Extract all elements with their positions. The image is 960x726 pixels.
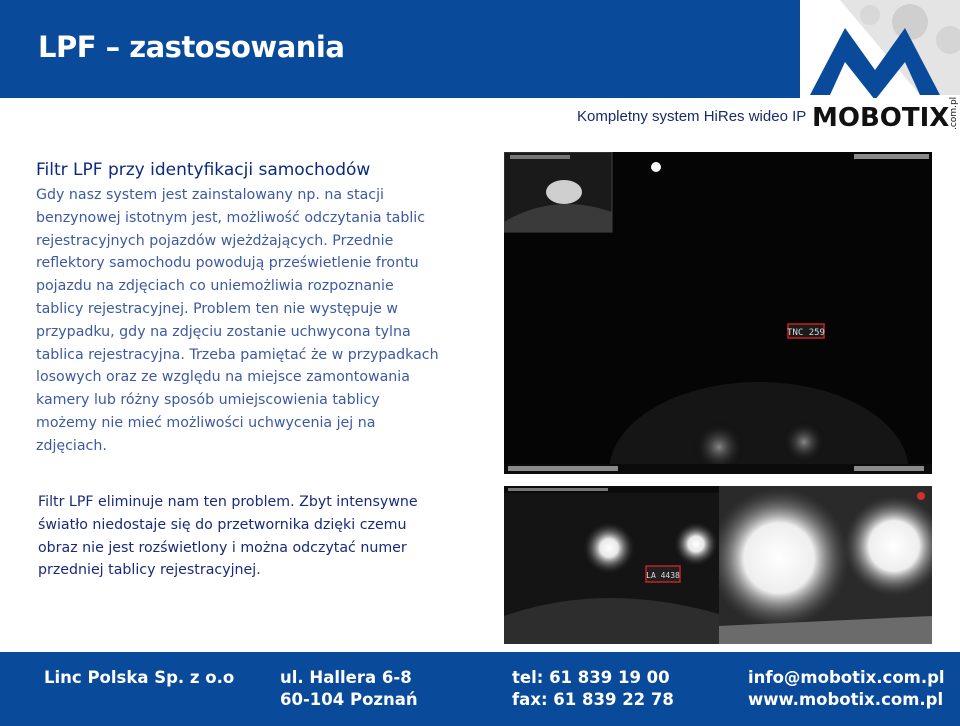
camera-photo-rear-plate	[504, 152, 932, 474]
footer-website[interactable]: www.mobotix.com.pl	[748, 690, 944, 709]
mobotix-logo	[800, 0, 960, 135]
paragraph-problem	[36, 184, 481, 458]
footer-email[interactable]: info@mobotix.com.pl	[748, 668, 945, 687]
slide-title: LPF – zastosowania	[38, 30, 345, 64]
text-line: pojazdu na zdjęciach co uniemożliwia rozpoznanie	[36, 278, 394, 295]
paragraph-solution	[38, 491, 488, 582]
section-heading: Filtr LPF przy identyfikacji samochodów	[36, 160, 371, 180]
text-line: kamery lub różny sposób umiejscowienia tablicy	[36, 392, 380, 409]
footer-fax: fax: 61 839 22 78	[512, 690, 674, 709]
text-line: Filtr LPF eliminuje nam ten problem. Zbyt intensywne	[38, 494, 418, 510]
text-line: światło niedostaje się do przetwornika dzięki czemu	[38, 516, 407, 533]
logo-wordmark: MOBOTIX	[812, 103, 950, 133]
footer-bar	[0, 652, 960, 726]
text-line: Gdy nasz system jest zainstalowany np. na stacji	[36, 187, 384, 203]
header-bar	[0, 0, 800, 98]
plate-number: LA 4438	[646, 571, 680, 580]
text-line: zdjęciach.	[36, 437, 107, 454]
text-line: przedniej tablicy rejestracyjnej.	[38, 562, 261, 579]
text-line: losowych oraz ze względu na miejsce zamontowania	[36, 369, 410, 386]
text-line: obraz nie jest rozświetlony i można odczytać numer	[38, 539, 407, 556]
tagline: Kompletny system HiRes wideo IP	[577, 108, 807, 125]
logo-graphic	[800, 0, 960, 135]
plate-number: TNC 259	[787, 328, 825, 338]
text-line: benzynowej istotnym jest, możliwość odczytania tablic	[36, 209, 426, 226]
text-line: rejestracyjnych pojazdów wjeżdżających. Przednie	[36, 232, 394, 249]
camera-photo-with-lpf	[504, 486, 719, 644]
text-line: możemy nie mieć możliwości uchwycenia jej na	[36, 414, 376, 431]
text-line: reflektory samochodu powodują prześwietlenie frontu	[36, 255, 419, 272]
camera-photo-without-lpf	[719, 486, 932, 644]
logo-suffix: .com.pl	[949, 96, 959, 130]
footer-tel: tel: 61 839 19 00	[512, 668, 670, 687]
text-line: tablica rejestracyjna. Trzeba pamiętać że w przypadkach	[36, 346, 439, 363]
footer-city: 60-104 Poznań	[280, 690, 418, 709]
footer-company: Linc Polska Sp. z o.o	[44, 668, 235, 687]
text-line: przypadku, gdy na zdjęciu zostanie uchwycona tylna	[36, 323, 411, 340]
footer-street: ul. Hallera 6-8	[280, 668, 412, 687]
text-line: tablicy rejestracyjnej. Problem ten nie występuje w	[36, 300, 399, 317]
